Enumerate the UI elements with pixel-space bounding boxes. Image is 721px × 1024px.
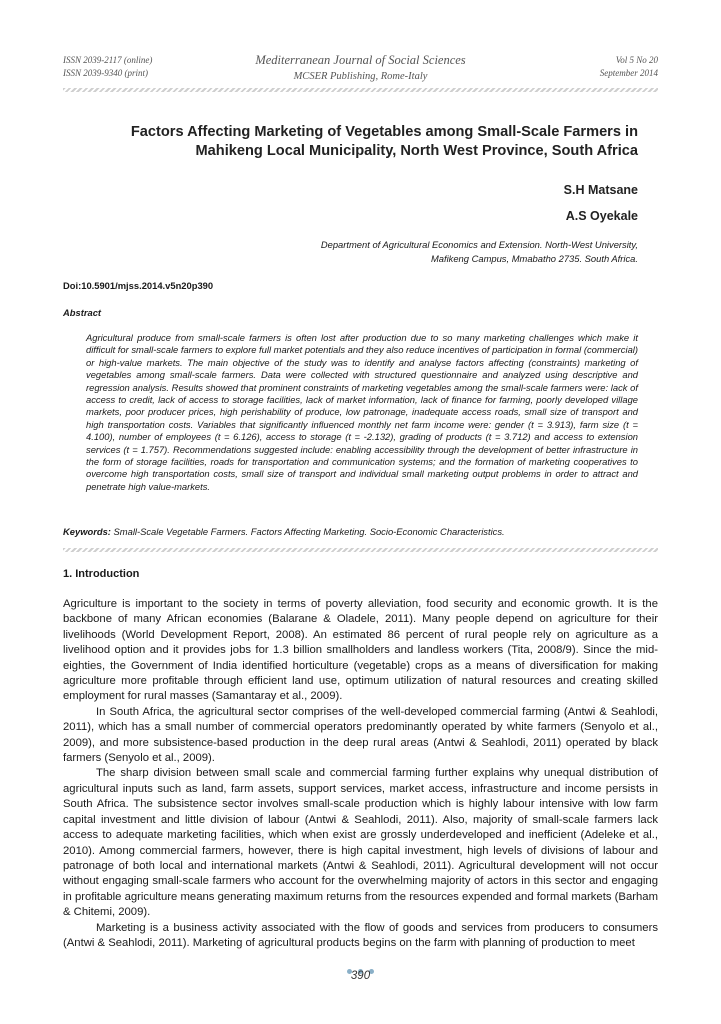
paragraph: Marketing is a business activity associated with the flow of goods and services from producers to consumers (Antwi & Seahlodi, 2011). Marketing of agricultural products begins on the farm with planning of production to meet [63, 921, 658, 949]
doi: Doi:10.5901/mjss.2014.v5n20p390 [63, 280, 214, 291]
keywords-label: Keywords: [63, 526, 111, 537]
body-text [63, 597, 658, 951]
author-1: S.H Matsane [563, 183, 638, 197]
journal-name: Mediterranean Journal of Social Sciences [255, 53, 466, 67]
paragraph: Agriculture is important to the society in terms of poverty alleviation, food security and economic growth. It is the backbone of many African economies (Balarane & Oladele, 2011). Many people depend on agriculture for their livelihoods (World Development Report, 2008). An estimated 86 percent of rural people rely on agriculture as a livelihood option and it provides jobs for 1.3 billion smallholders and landless workers (Tita, 2008/9). Since the mid-eighties, the Government of India identified horticulture (vegetable) crops as a means of diversification for making agriculture more profitable through efficient land use, optimum utilization of natural resources and creating skilled employment for rural masses (Samantaray et al., 2009). [63, 598, 658, 703]
affiliation [63, 238, 638, 265]
affiliation-line-1: Department of Agricultural Economics and Extension. North-West University, [320, 239, 638, 250]
author-2: A.S Oyekale [565, 209, 638, 223]
publisher-name: MCSER Publishing, Rome-Italy [293, 71, 428, 82]
abstract-divider [63, 548, 658, 552]
paragraph: In South Africa, the agricultural sector comprises of the well-developed commercial farming (Antwi & Seahlodi, 2011), which has a small number of commercial operators predominantly operated by white farmers (Senyolo et al., 2009), and more subsistence-based production in the deep rural areas (Antwi & Seahlodi, 2011) operated by black farmers (Senyolo et al., 2009). [63, 705, 658, 765]
title-line-1: Factors Affecting Marketing of Vegetables among Small-Scale Farmers in [130, 124, 638, 140]
journal-block [63, 52, 658, 84]
abstract-text: Agricultural produce from small-scale farmers is often lost after production due to so many marketing challenges which make it difficult for small-scale farmers to explore full market potentials and they also reduce incentives of participation in formal (commercial) or high-value markets. The main objective of the study was to identify and analyse factors affecting (constraints) marketing of vegetables among small-scale farmers. Data were collected with structured questionnaire and analyzed using descriptive and regression analysis. Results showed that prominent constraints of marketing vegetables among the small-scale farmers were: lack of access to credit, lack of access to storage facilities, lack of market information, lack of finance for farming, poorly developed village markets, poor producer prices, high perishability of produce, low patronage, inadequate access roads, small size of transport and high transportation costs. Variables that significantly influenced monthly net farm income were: gender (t = 3.913), farm size (t = 4.100), number of employees (t = 6.126), access to storage (t = -2.132), grading of products (t = 3.712) and access to extension services (t = 1.757). Recommendations suggested include: enabling accessibility through the development of better infrastructure in the form of storage facilities, roads for transportation and communication systems; and the formation of marketing cooperatives to overcome high transportation costs, small size of transport and individual small marketing output problems in order to attract and penetrate high value-markets. [86, 332, 638, 492]
paragraph: The sharp division between small scale and commercial farming further explains why unequal distribution of agricultural inputs such as land, farm assets, support services, market access, infrastructure and income persists in South Africa. The subsistence sector involves small-scale production which is highly labour intensive with low farm capital investment and little division of labour (Antwi & Seahlodi, 2011). Also, majority of small-scale farmers lack access to adequate marketing facilities, which when exist are grossly underdeveloped and inefficient (Adeleke et al., 2010). Among commercial farmers, however, there is high capital investment, high levels of divisions of labour and patronage of both local and international markets (Antwi & Seahlodi, 2011). Agricultural development will not occur without engaging small-scale farmers who account for the overwhelming majority of actors in this sector and engaging in profitable agriculture means generating maximum returns from the resources expended and formal markets (Barham & Chitemi, 2009). [63, 767, 658, 919]
affiliation-line-2: Mafikeng Campus, Mmabatho 2735. South Africa. [430, 252, 638, 264]
volume-block [600, 54, 658, 80]
abstract-label: Abstract [63, 307, 102, 318]
header-divider [63, 88, 658, 92]
volume-issue: Vol 5 No 20 [615, 55, 658, 65]
article-title [63, 123, 638, 161]
keywords [63, 526, 658, 537]
page-number: 390 [350, 970, 371, 982]
section-heading: 1. Introduction [63, 568, 140, 580]
issue-date: September 2014 [599, 68, 658, 78]
keywords-text: Small-Scale Vegetable Farmers. Factors Affecting Marketing. Socio-Economic Characteristics. [113, 526, 505, 537]
issn-online: ISSN 2039-2117 (online) [63, 55, 153, 65]
title-line-2: Mahikeng Local Municipality, North West Province, South Africa [195, 143, 638, 159]
issn-print: ISSN 2039-9340 (print) [63, 68, 148, 78]
running-header [63, 54, 658, 88]
